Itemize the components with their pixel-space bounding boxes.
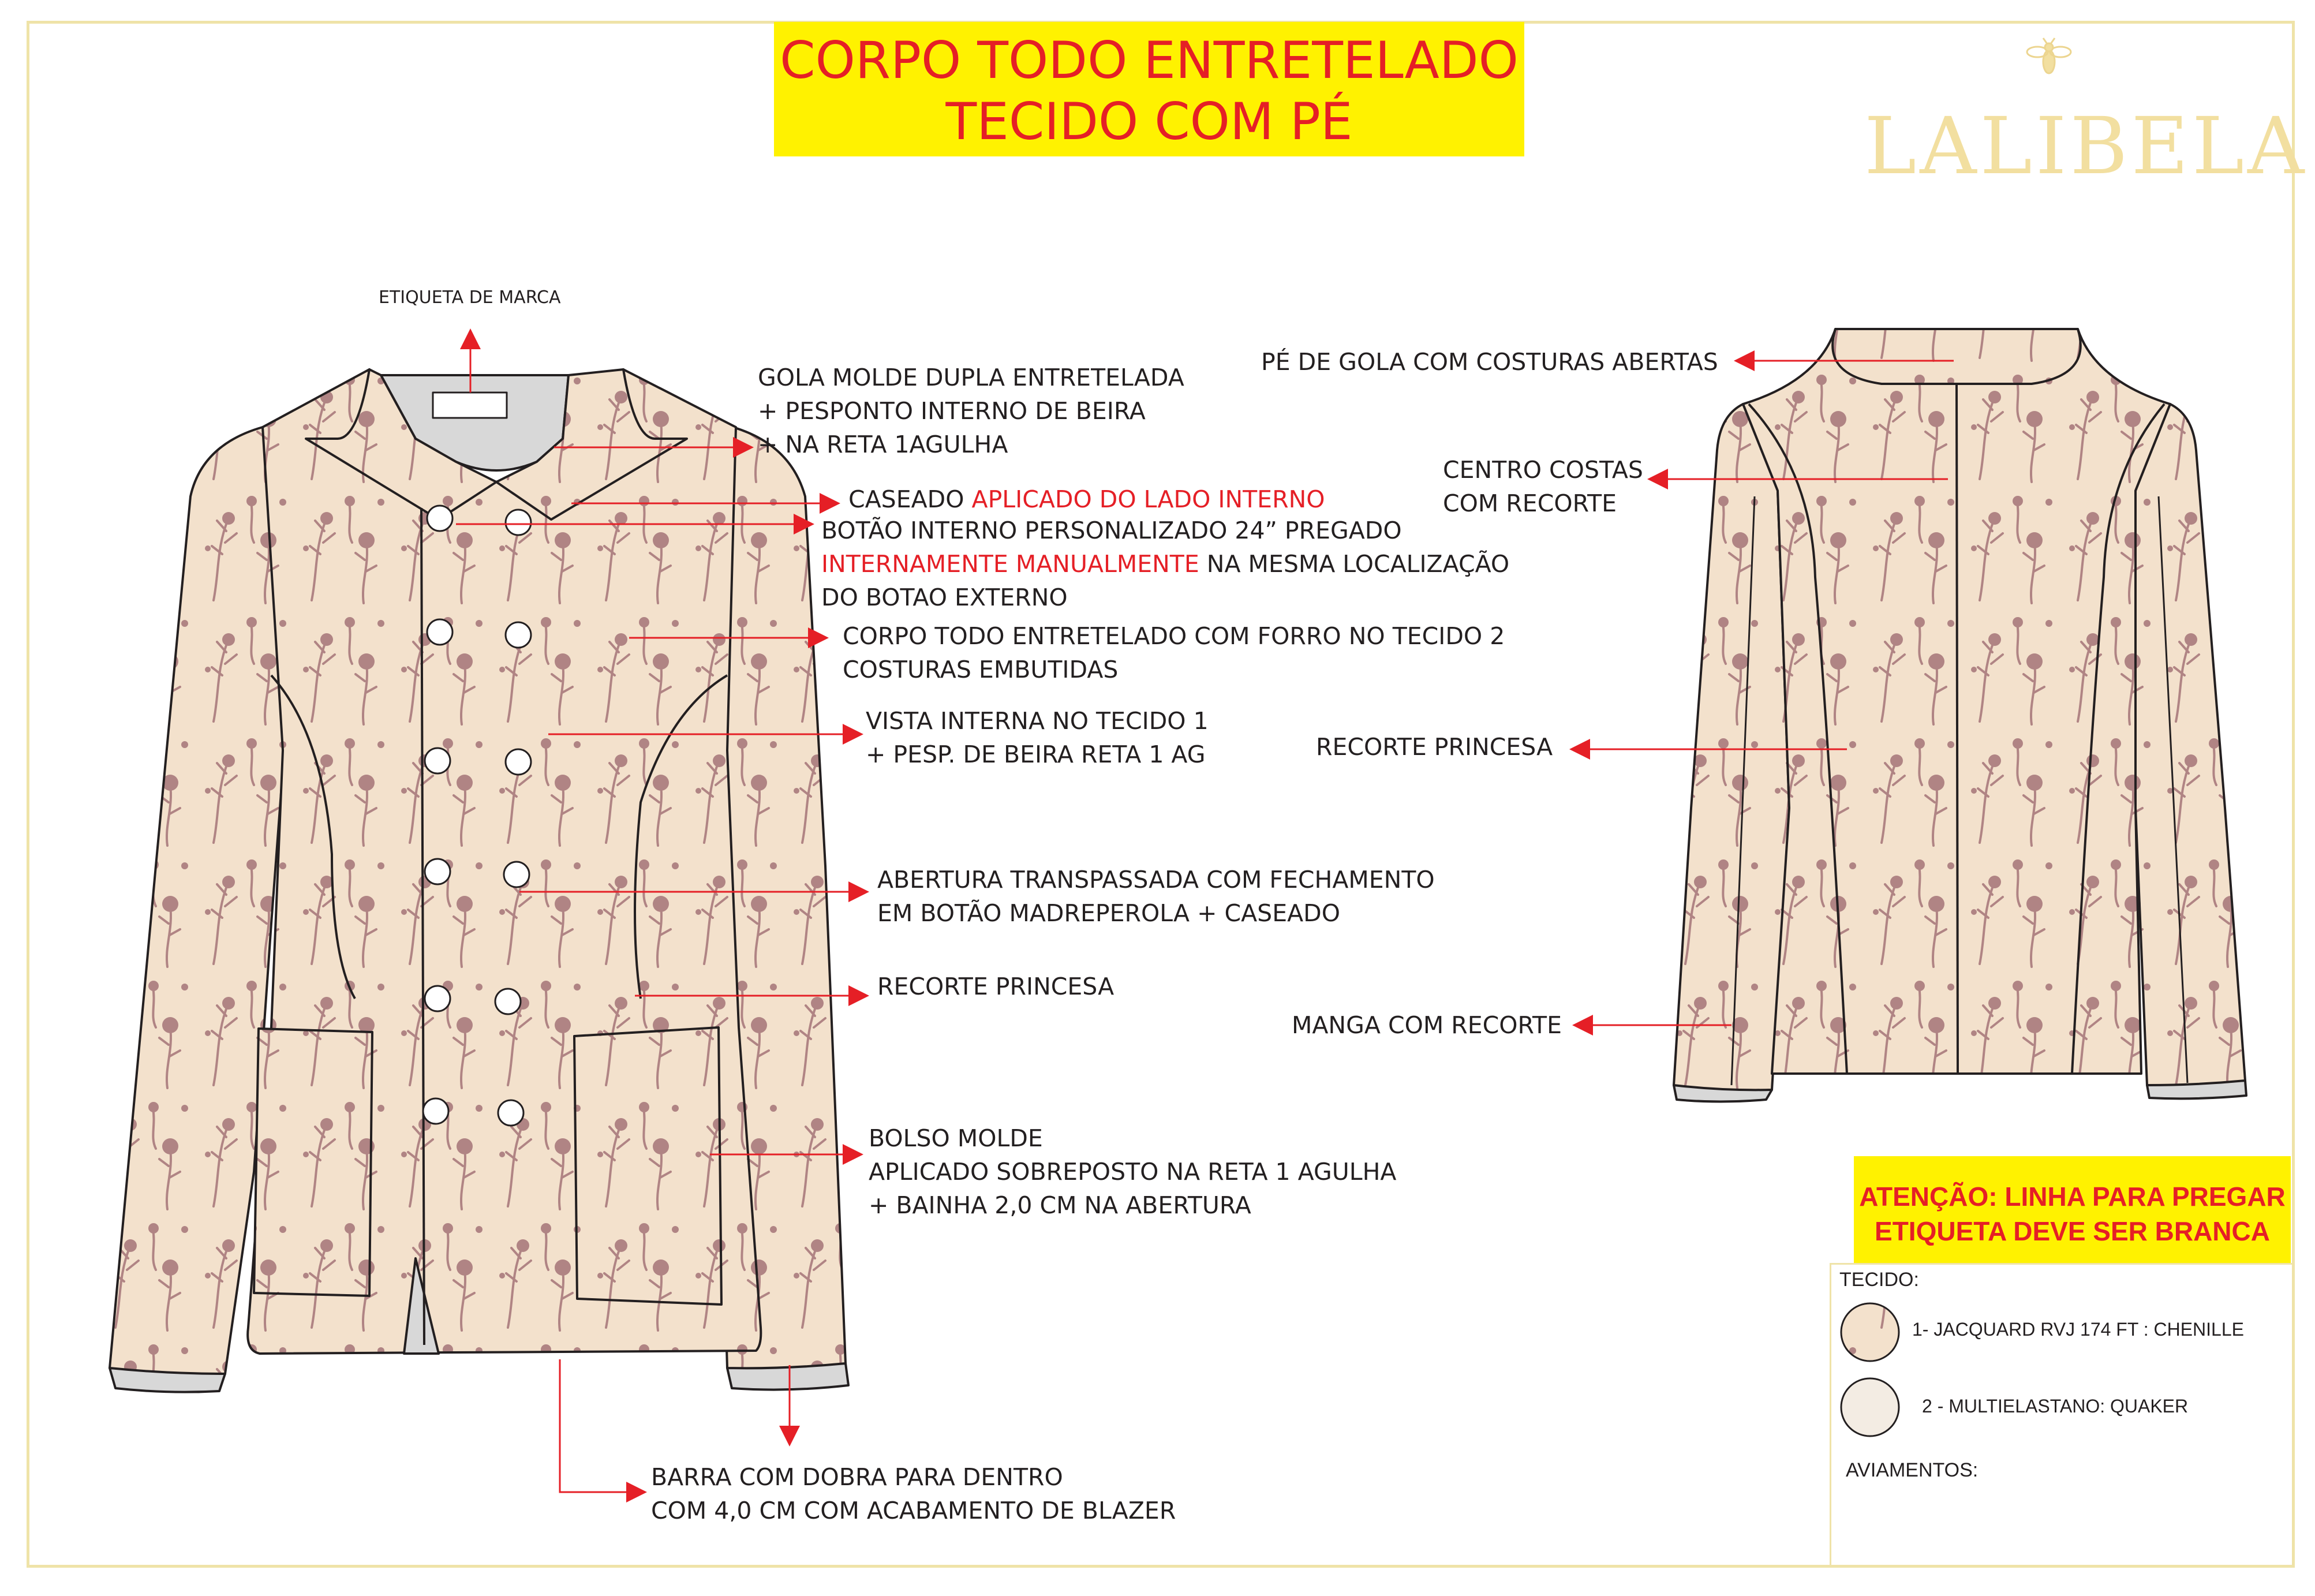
label-botao-1: BOTÃO INTERNO PERSONALIZADO 24” PREGADO [821, 517, 1402, 544]
label-vista-2: + PESP. DE BEIRA RETA 1 AG [866, 741, 1206, 768]
fabric-heading: TECIDO: [1839, 1269, 1919, 1291]
front-left-pocket [254, 1029, 372, 1296]
brand-label [433, 393, 507, 418]
warning-line-2: ETIQUETA DEVE SER BRANCA [1875, 1216, 2270, 1246]
back-right-sleeve [2136, 404, 2245, 1085]
label-gola-2: + PESPONTO INTERNO DE BEIRA [758, 397, 1146, 425]
title-line-2: TECIDO COM PÉ [945, 92, 1353, 151]
label-centro-costas-1: CENTRO COSTAS [1443, 456, 1643, 484]
fabric-2-label: 2 - MULTIELASTANO: QUAKER [1922, 1396, 2189, 1416]
warning-line-1: ATENÇÃO: LINHA PARA PREGAR [1859, 1182, 2286, 1212]
fabric-1-label: 1- JACQUARD RVJ 174 FT : CHENILLE [1912, 1319, 2244, 1340]
trims-heading: AVIAMENTOS: [1846, 1459, 1979, 1481]
label-caseado-red: APLICADO DO LADO INTERNO [971, 485, 1325, 513]
label-recorte-princesa-back: RECORTE PRINCESA [1316, 733, 1553, 761]
label-botao-2-rest: NA MESMA LOCALIZAÇÃO [1199, 550, 1510, 578]
label-bolso-1: BOLSO MOLDE [869, 1124, 1043, 1152]
label-gola-3: + NA RETA 1AGULHA [758, 431, 1008, 458]
back-center-seam [1957, 384, 1958, 1074]
title-line-1: CORPO TODO ENTRETELADO [780, 31, 1519, 90]
label-gola-1: GOLA MOLDE DUPLA ENTRETELADA [758, 364, 1184, 391]
label-abertura-1: ABERTURA TRANSPASSADA COM FECHAMENTO [877, 866, 1435, 894]
label-etiqueta-marca: ETIQUETA DE MARCA [379, 287, 561, 308]
back-left-sleeve [1674, 404, 1789, 1090]
warning-box [1854, 1156, 2291, 1263]
label-vista-1: VISTA INTERNA NO TECIDO 1 [866, 707, 1209, 735]
label-barra-2: COM 4,0 CM COM ACABAMENTO DE BLAZER [651, 1497, 1176, 1524]
label-abertura-2: EM BOTÃO MADREPEROLA + CASEADO [877, 899, 1341, 927]
label-botao-2 [821, 547, 1509, 581]
label-centro-costas-2: COM RECORTE [1443, 489, 1617, 517]
label-bolso-3: + BAINHA 2,0 CM NA ABERTURA [869, 1191, 1251, 1219]
back-collar [1832, 329, 2081, 384]
label-manga-recorte: MANGA COM RECORTE [1292, 1011, 1562, 1039]
label-caseado [848, 483, 1325, 516]
brand-logo: LALIBELA [1864, 101, 2308, 192]
label-recorte-princesa-front: RECORTE PRINCESA [877, 973, 1115, 1000]
label-bolso-2: APLICADO SOBREPOSTO NA RETA 1 AGULHA [869, 1158, 1397, 1186]
label-caseado-prefix: CASEADO [848, 485, 972, 513]
front-jacket [110, 369, 848, 1392]
label-pe-gola: PÉ DE GOLA COM COSTURAS ABERTAS [1261, 348, 1718, 376]
front-right-pocket [574, 1027, 721, 1305]
label-barra-1: BARRA COM DOBRA PARA DENTRO [651, 1463, 1063, 1491]
label-corpo-2: COSTURAS EMBUTIDAS [843, 656, 1119, 683]
label-botao-2-red: INTERNAMENTE MANUALMENTE [821, 550, 1199, 578]
back-jacket [1674, 329, 2246, 1102]
label-corpo-1: CORPO TODO ENTRETELADO COM FORRO NO TECIDO 2 [843, 622, 1505, 650]
label-botao-3: DO BOTAO EXTERNO [821, 584, 1068, 611]
